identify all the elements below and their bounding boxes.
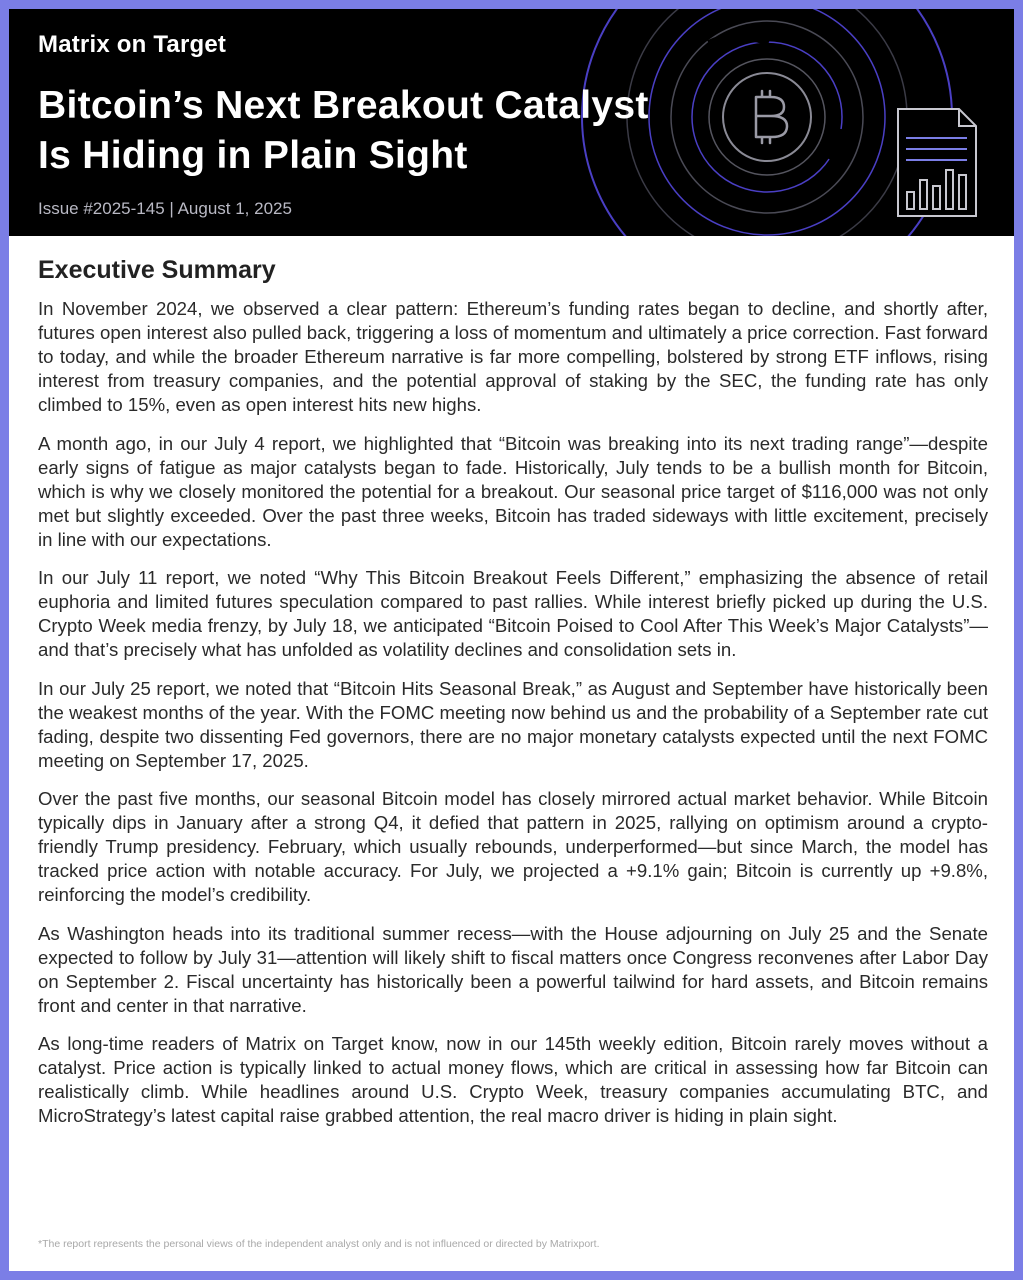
report-header — [9, 9, 1014, 236]
disclaimer-footnote: *The report represents the personal views of the independent analyst only and is not influenced or directed by Matrixport. — [38, 1238, 600, 1250]
section-heading: Executive Summary — [38, 256, 276, 284]
summary-paragraph-5: Over the past five months, our seasonal Bitcoin model has closely mirrored actual market behavior. While Bitcoin typically dips in January after a strong Q4, it defied that pattern in 2025, rallying on optimism around a crypto-friendly Trump presidency. February, which usually rebounds, underperformed—but since March, the model has tracked price action with notable accuracy. For July, we projected a +9.1% gain; Bitcoin is currently up +9.8%, reinforcing the model’s credibility. — [38, 788, 988, 905]
report-chart-icon — [898, 109, 976, 216]
report-page — [9, 9, 1014, 1271]
summary-paragraph-4: In our July 25 report, we noted that “Bitcoin Hits Seasonal Break,” as August and September have historically been the weakest months of the year. With the FOMC meeting now behind us and the probability of a September rate cut fading, despite two dissenting Fed governors, there are no major monetary catalysts expected until the next FOMC meeting on September 17, 2025. — [38, 677, 988, 771]
summary-paragraph-2: A month ago, in our July 4 report, we highlighted that “Bitcoin was breaking into its next trading range”—despite early signs of fatigue as major catalysts began to fade. Historically, July tends to be a bullish month for Bitcoin, which is why we closely monitored the potential for a breakout. Our seasonal price target of $116,000 was not only met but slightly exceeded. Over the past three weeks, Bitcoin has traded sideways with little excitement, precisely in line with our expectations. — [38, 432, 988, 550]
report-title-line-1: Bitcoin’s Next Breakout Catalyst — [38, 84, 649, 127]
report-title — [38, 81, 738, 181]
report-title-line-2: Is Hiding in Plain Sight — [38, 134, 468, 177]
summary-paragraph-1: In November 2024, we observed a clear pattern: Ethereum’s funding rates began to decline, and shortly after, futures open interest also pulled back, triggering a loss of momentum and ultimately a price correction. Fast forward to today, and while the broader Ethereum narrative is far more compelling, bolstered by strong ETF inflows, rising interest from treasury companies, and the potential approval of staking by the SEC, the funding rate has only climbed to 15%, even as open interest hits new highs. — [38, 298, 988, 415]
brand-name: Matrix on Target — [38, 31, 227, 58]
summary-paragraph-7: As long-time readers of Matrix on Target know, now in our 145th weekly edition, Bitcoin rarely moves without a catalyst. Price action is typically linked to actual money flows, which are critical in assessing how far Bitcoin can realistically climb. While headlines around U.S. Crypto Week, treasury companies accumulating BTC, and MicroStrategy’s latest capital raise grabbed attention, the real macro driver is hiding in plain sight. — [38, 1033, 988, 1126]
issue-info: Issue #2025-145 | August 1, 2025 — [38, 199, 292, 218]
executive-summary — [38, 253, 988, 1143]
summary-paragraph-6: As Washington heads into its traditional summer recess—with the House adjourning on July 25 and the Senate expected to follow by July 31—attention will likely shift to fiscal matters once Congress reconvenes after Labor Day on September 2. Fiscal uncertainty has historically been a powerful tailwind for hard assets, and Bitcoin remains front and center in that narrative. — [38, 922, 988, 1016]
summary-paragraph-3: In our July 11 report, we noted “Why This Bitcoin Breakout Feels Different,” emphasizing the absence of retail euphoria and limited futures speculation compared to past rallies. While interest briefly picked up during the U.S. Crypto Week media frenzy, by July 18, we anticipated “Bitcoin Poised to Cool After This Week’s Major Catalysts”—and that’s precisely what has unfolded as volatility declines and consolidation sets in. — [38, 567, 988, 660]
